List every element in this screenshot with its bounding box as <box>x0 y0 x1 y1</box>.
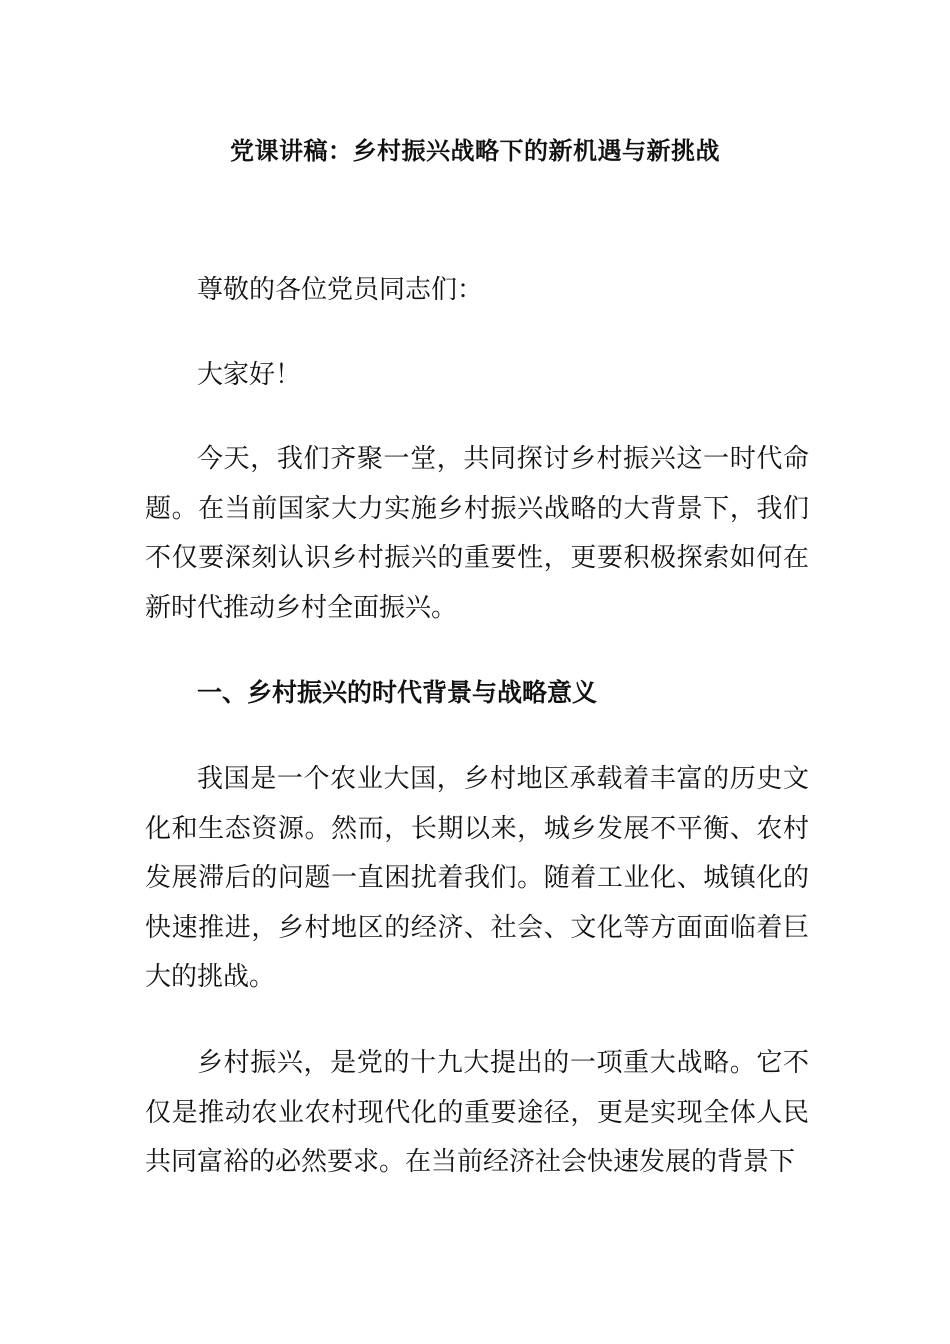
section-heading: 一、乡村振兴的时代背景与战略意义 <box>197 678 598 707</box>
page-title: 党课讲稿：乡村振兴战略下的新机遇与新挑战 <box>230 137 720 165</box>
body-paragraph: 我国是一个农业大国，乡村地区承载着丰富的历史文化和生态资源。然而，长期以来，城乡发展不平衡、农村发展滞后的问题一直困扰着我们。随着工业化、城镇化的快速推进，乡村地区的经济、社会、文化等方面面临着巨大的挑战。 <box>145 764 809 992</box>
intro-paragraph: 今天，我们齐聚一堂，共同探讨乡村振兴这一时代命题。在当前国家大力实施乡村振兴战略的大背景下，我们不仅要深刻认识乡村振兴的重要性，更要积极探索如何在新时代推动乡村全面振兴。 <box>145 444 809 623</box>
greeting-paragraph: 大家好！ <box>197 360 302 390</box>
salutation-paragraph: 尊敬的各位党员同志们： <box>197 275 484 305</box>
body-paragraph: 乡村振兴，是党的十九大提出的一项重大战略。它不仅是推动农业农村现代化的重要途径，更是实现全体人民共同富裕的必然要求。在当前经济社会快速发展的背景下 <box>145 1048 809 1177</box>
